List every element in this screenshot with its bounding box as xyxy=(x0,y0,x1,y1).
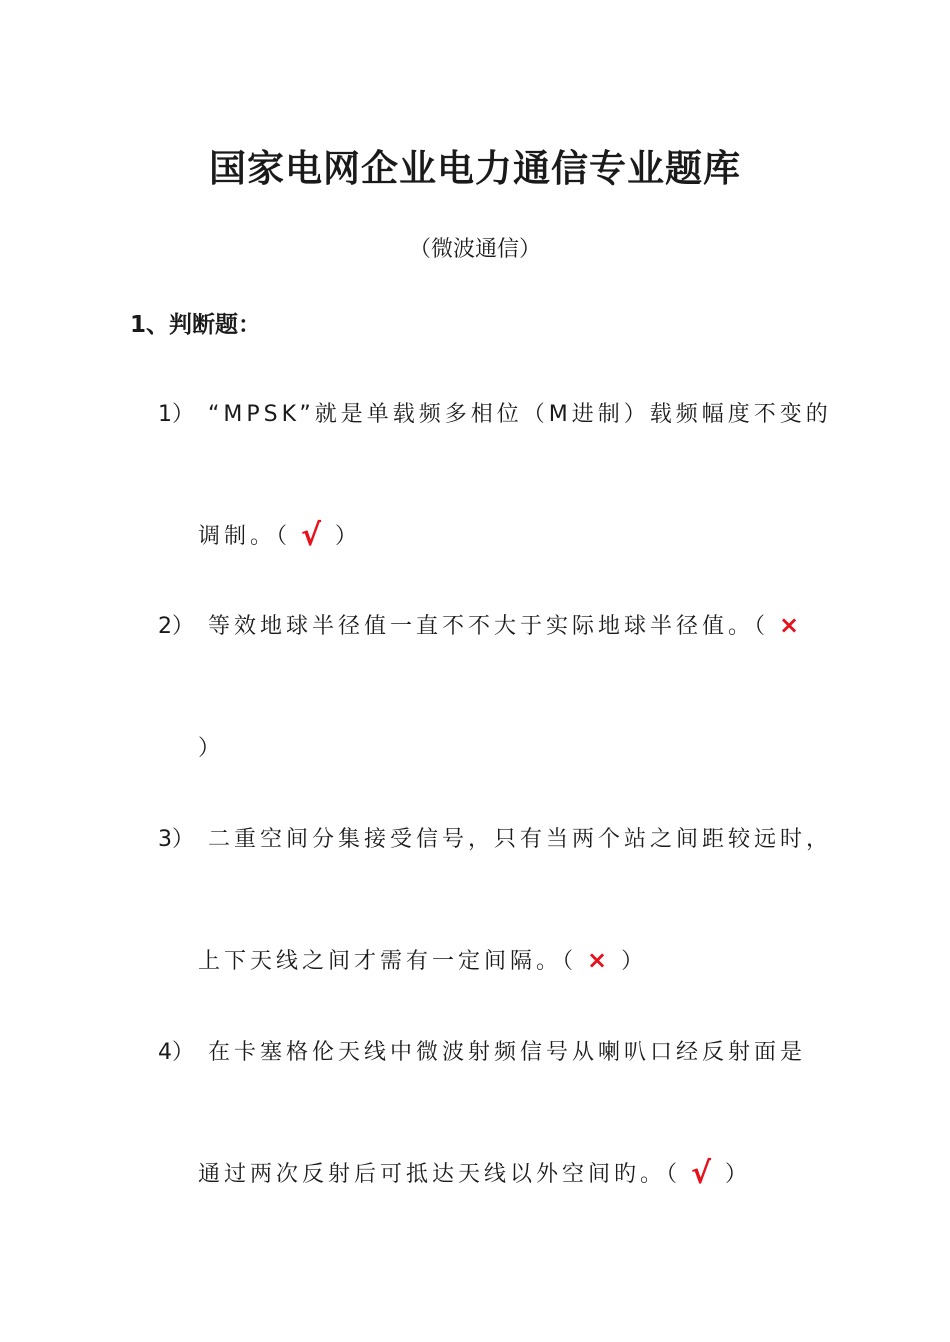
answer-close-paren: ） xyxy=(335,524,358,549)
question-number: 3） xyxy=(158,827,194,852)
answer-open-paren: （ xyxy=(562,949,574,974)
question-1-line-2 xyxy=(198,518,358,553)
section-heading: 1、判断题： xyxy=(130,312,262,338)
question-2-line-1 xyxy=(158,609,813,640)
question-2-line-2 xyxy=(198,731,220,762)
answer-open-paren: （ xyxy=(666,1162,678,1187)
question-text: “MPSK”就是单载频多相位（M进制）载频幅度不变的 xyxy=(208,402,832,427)
question-3-line-2 xyxy=(198,944,643,975)
question-text: 通过两次反射后可抵达天线以外空间旳。 xyxy=(198,1162,667,1187)
question-4-line-2 xyxy=(198,1156,748,1191)
document-title: 国家电网企业电力通信专业题库 xyxy=(209,147,741,190)
question-3-line-1 xyxy=(158,822,832,853)
answer-open-paren: （ xyxy=(754,614,766,639)
check-mark-icon: √ xyxy=(301,518,322,553)
answer-close-paren: ） xyxy=(621,949,644,974)
question-1-line-1 xyxy=(158,397,832,428)
answer-close-paren: ） xyxy=(725,1162,748,1187)
document-subtitle: （微波通信） xyxy=(408,237,541,262)
question-text: 调制。 xyxy=(198,524,277,549)
question-text: 上下天线之间才需有一定间隔。 xyxy=(198,949,563,974)
cross-mark-icon: × xyxy=(779,611,800,639)
question-text: 在卡塞格伦天线中微波射频信号从喇叭口经反射面是 xyxy=(208,1040,807,1065)
question-4-line-1 xyxy=(158,1035,806,1066)
check-mark-icon: √ xyxy=(691,1156,712,1191)
question-text: 等效地球半径值一直不不大于实际地球半径值。 xyxy=(208,614,755,639)
question-number: 1） xyxy=(158,402,194,427)
question-number: 2） xyxy=(158,614,194,639)
answer-open-paren: （ xyxy=(276,524,288,549)
question-text: 二重空间分集接受信号，只有当两个站之间距较远时， xyxy=(208,827,833,852)
question-number: 4） xyxy=(158,1040,194,1065)
cross-mark-icon: × xyxy=(587,946,608,974)
answer-close-paren: ） xyxy=(198,736,221,761)
